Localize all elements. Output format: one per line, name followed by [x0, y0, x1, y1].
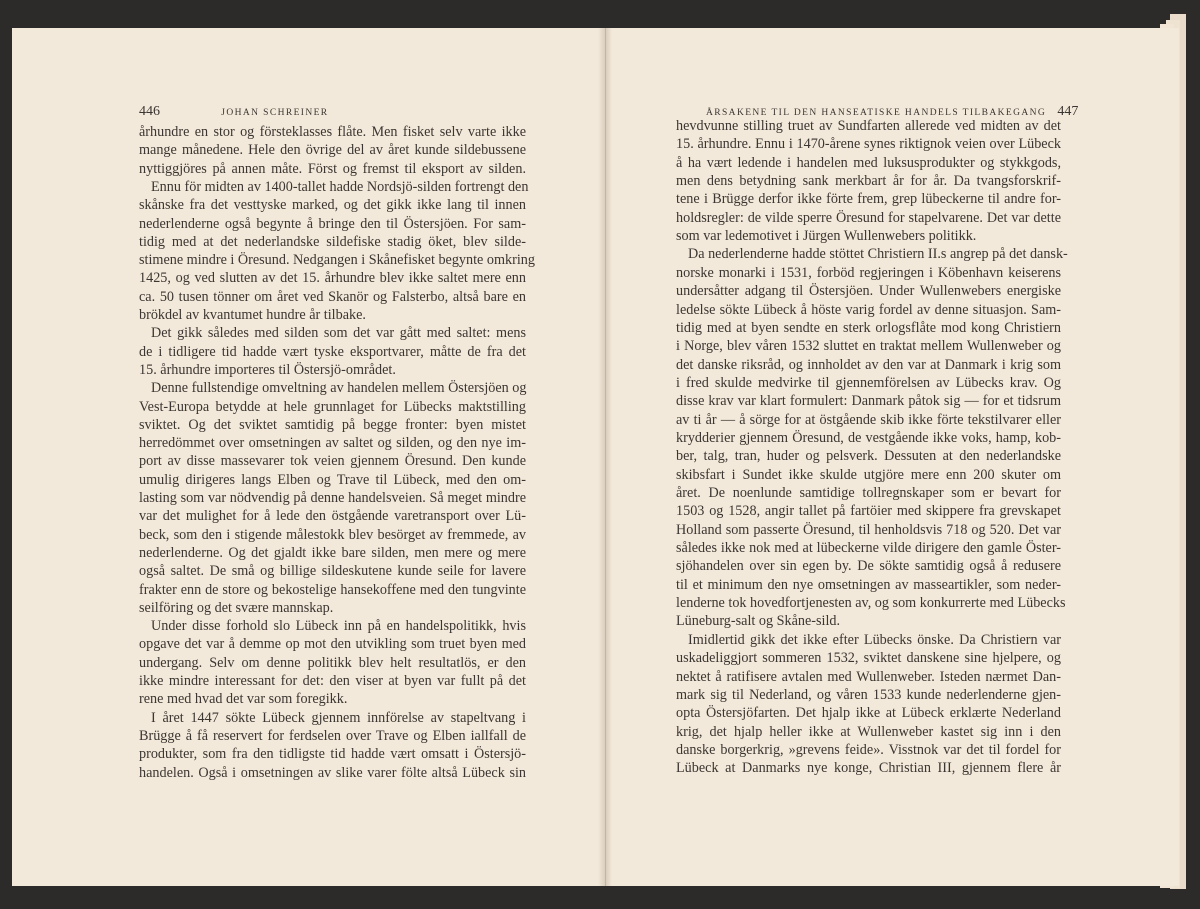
text-line: nyttiggjöres på annen måte. Först og fremst til eksport av silden.	[139, 160, 526, 177]
text-line: som var ledemotivet i Jürgen Wullenwebers politikk.	[676, 228, 977, 245]
text-line: Holland som passerte Öresund, til henholdsvis 718 og 520. Det var	[676, 521, 1061, 538]
text-line: Ennu för midten av 1400-tallet hadde Nordsjö-silden fortrengt den	[151, 178, 529, 195]
text-line: undergang. Selv om denne politikk blev helt resultatlös, er den	[139, 654, 526, 671]
text-line: handelen. Også i omsetningen av slike varer fölte altså Lübeck sin	[139, 764, 526, 781]
text-line: produkter, som fra den tidligste tid hadde vært omsatt i Östersjö-	[139, 746, 526, 763]
text-line: århundre en stor og försteklasses flåte. Men fisket selv varte ikke	[139, 124, 526, 140]
text-line: uskadeliggjort sommeren 1532, sviktet danskene sine hjelpere, og	[676, 650, 1061, 667]
text-line: men dens betydning sank merkbart år for år. Da tvangsforskrif-	[676, 173, 1061, 190]
text-line: tidig med at byen sendte en sterk orlogsflåte mod kong Christiern	[676, 319, 1061, 336]
text-line: å ha vært ledende i handelen med luksusprodukter og stykkgods,	[676, 154, 1061, 171]
left-page-number: 446	[139, 104, 160, 119]
text-line: frakter enn de store og bekostelige hansekoffene med den tungvinte	[139, 581, 526, 598]
text-line: således ikke nok med at lübeckerne vilde dirigere den gamle Öster-	[676, 540, 1061, 557]
text-line: mark sig til Nederland, og våren 1533 kunde nederlenderne gjen-	[676, 686, 1061, 703]
text-line: 1503 og 1528, angir tallet på fartöier med skippere fra grevskapet	[676, 503, 1061, 520]
text-line: nederlenderne også begynte å bringe den til Östersjöen. For sam-	[139, 215, 526, 232]
text-line: skibsfart i Sundet ikke skulde utgjöre mere enn 200 skuter om	[676, 466, 1061, 483]
text-line: nektet å ratifisere avtalen med Wullenweber. Isteden nærmet Dan-	[676, 668, 1061, 685]
text-line: 15. århundre importeres til Östersjö-området.	[139, 361, 396, 378]
text-line: ikke mindre interessant for det: den viser at byen var fullt på det	[139, 673, 526, 689]
text-line: ca. 50 tusen tönner om året ved Skanör og Falsterbo, altså bare en	[139, 288, 526, 305]
text-line: undersåtter adgang til Östersjöen. Under Wullenwebers energiske	[676, 283, 1061, 300]
text-line: det danske riksråd, og innholdet av den var at Danmark i krig som	[676, 356, 1061, 373]
text-line: ber, talg, tran, huder og pelsverk. Dessuten at den nederlandske	[676, 448, 1061, 465]
text-line: disse krav var klart formulert: Danmark påtok sig — for et tidsrum	[676, 393, 1061, 410]
text-line: også saltet. De små og billige sildeskutene kunde seile for lavere	[139, 563, 526, 580]
text-line: sjöhandelen over sin egen by. De sökte samtidig også å redusere	[676, 558, 1061, 575]
text-line: Det gikk således med silden som det var gått med saltet: mens	[151, 325, 526, 342]
text-line: umulig dirigeres langs Elben og Trave til Lübeck, med den om-	[139, 471, 526, 488]
text-line: rene med hvad det var som foregikk.	[139, 691, 348, 708]
text-line: Lübeck at Danmarks nye konge, Christian III, gjennem flere år	[676, 760, 1061, 777]
text-line: Under disse forhold slo Lübeck inn på en handelspolitikk, hvis	[151, 618, 526, 635]
text-line: av ti år — å sörge for at östgående skib ikke förte tekstilvarer eller	[676, 411, 1061, 428]
text-line: beck, som den i stigende målestokk blev besörget av fremmede, av	[139, 526, 526, 543]
text-line: Lüneburg-salt og Skåne-sild.	[676, 613, 841, 630]
text-line: skånske fra det vesttyske marked, og det gikk ikke lang til innen	[139, 197, 526, 214]
text-line: norske monarki i 1531, forböd regjeringen i Köbenhavn keiserens	[676, 264, 1061, 281]
text-line: til et minimum den nye omsetningen av masseartikler, som neder-	[676, 576, 1061, 593]
text-line: tidig med at det nederlandske sildefiske stadig öket, blev silde-	[139, 233, 526, 250]
text-line: 15. århundre. Ennu i 1470-årene synes riktignok veien over Lübeck	[676, 136, 1061, 153]
right-running-title: ÅRSAKENE TIL DEN HANSEATISKE HANDELS TILBAKEGANG	[706, 108, 1047, 118]
text-line: Denne fullstendige omveltning av handelen mellem Östersjöen og	[151, 380, 527, 397]
text-line: seilföring og det svære mannskap.	[139, 599, 334, 616]
text-line: Vest-Europa betydde at hele grunnlaget for Lübecks maktstilling	[139, 398, 526, 415]
text-line: mange månedene. Hele den övrige del av året kunde sildebussene	[139, 142, 526, 159]
text-line: Da nederlenderne hadde stöttet Christiern II.s angrep på det dansk-	[688, 246, 1068, 263]
text-line: i fred skulde medvirke til gjennemförelsen av Lübecks krav. Og	[676, 374, 1061, 391]
text-line: stimene mindre i Öresund. Nedgangen i Skånefisket begynte omkring	[139, 252, 535, 269]
text-line: hevdvunne stilling truet av Sundfarten allerede ved midten av det	[676, 118, 1061, 134]
text-line: Imidlertid gikk det ikke efter Lübecks önske. Da Christiern var	[688, 631, 1061, 648]
book-gutter	[598, 28, 612, 886]
left-running-title: JOHAN SCHREINER	[221, 108, 329, 118]
text-line: I året 1447 sökte Lübeck gjennem innförelse av stapeltvang i	[151, 709, 526, 726]
text-line: sviktet. Og det sviktet samtidig på begge fronter: byen mistet	[139, 416, 526, 433]
right-page-number: 447	[1057, 104, 1079, 119]
left-running-head	[139, 103, 329, 120]
text-line: de i tidligere tid hadde vært tyske eksportvarer, måtte de fra det	[139, 343, 526, 360]
text-line: nederlenderne. Og det gjaldt ikke bare silden, men mere og mere	[139, 544, 526, 561]
text-line: danske borgerkrig, »grevens feide». Visstnok var det til fordel for	[676, 741, 1061, 758]
text-line: krydderier gjennem Öresund, de vestgående ikke voks, hamp, kob-	[676, 429, 1061, 446]
text-line: opta Östersjöfarten. Det hjalp ikke at Lübeck erklærte Nederland	[676, 705, 1061, 722]
text-line: lenderne tok hovedfortjenesten av, og som konkurrerte med Lübecks	[676, 595, 1066, 612]
text-line: året. De noenlunde samtidige tollregnskaper som er bevart for	[676, 485, 1061, 501]
text-line: opgave det var å demme op mot den utvikling som truet byen med	[139, 636, 526, 653]
text-line: herredömmet over omsetningen av saltet og silden, og den nye im-	[139, 435, 526, 452]
text-line: i Norge, blev våren 1532 sluttet en traktat mellem Wullenweber og	[676, 338, 1061, 355]
text-line: var det mulighet for å lede den östgående varetransport over Lü-	[139, 508, 526, 525]
text-line: brökdel av kvantumet hundre år tilbake.	[139, 307, 366, 323]
text-line: port av disse massevarer tok veien gjennem Öresund. Den kunde	[139, 453, 526, 470]
text-line: lasting som var nödvendig på denne handelsveien. Så meget mindre	[139, 490, 526, 506]
text-line: tene i Brügge derfor ikke förte frem, grep lübeckerne til andre for-	[676, 191, 1061, 208]
text-line: ledelse sökte Lübeck å höste varig fordel av denne situasjon. Sam-	[676, 301, 1061, 318]
text-line: holdsregler: de vilde sperre Öresund for stapelvarene. Det var dette	[676, 209, 1061, 226]
text-line: 1425, og ved slutten av det 15. århundre blev ikke saltet mere enn	[139, 270, 526, 287]
text-line: Brügge å få reservert for ferdselen over Trave og Elben iallfall de	[139, 727, 526, 744]
text-line: krig, det hjalp heller ikke at Wullenweber kastet sig inn i den	[676, 723, 1061, 740]
